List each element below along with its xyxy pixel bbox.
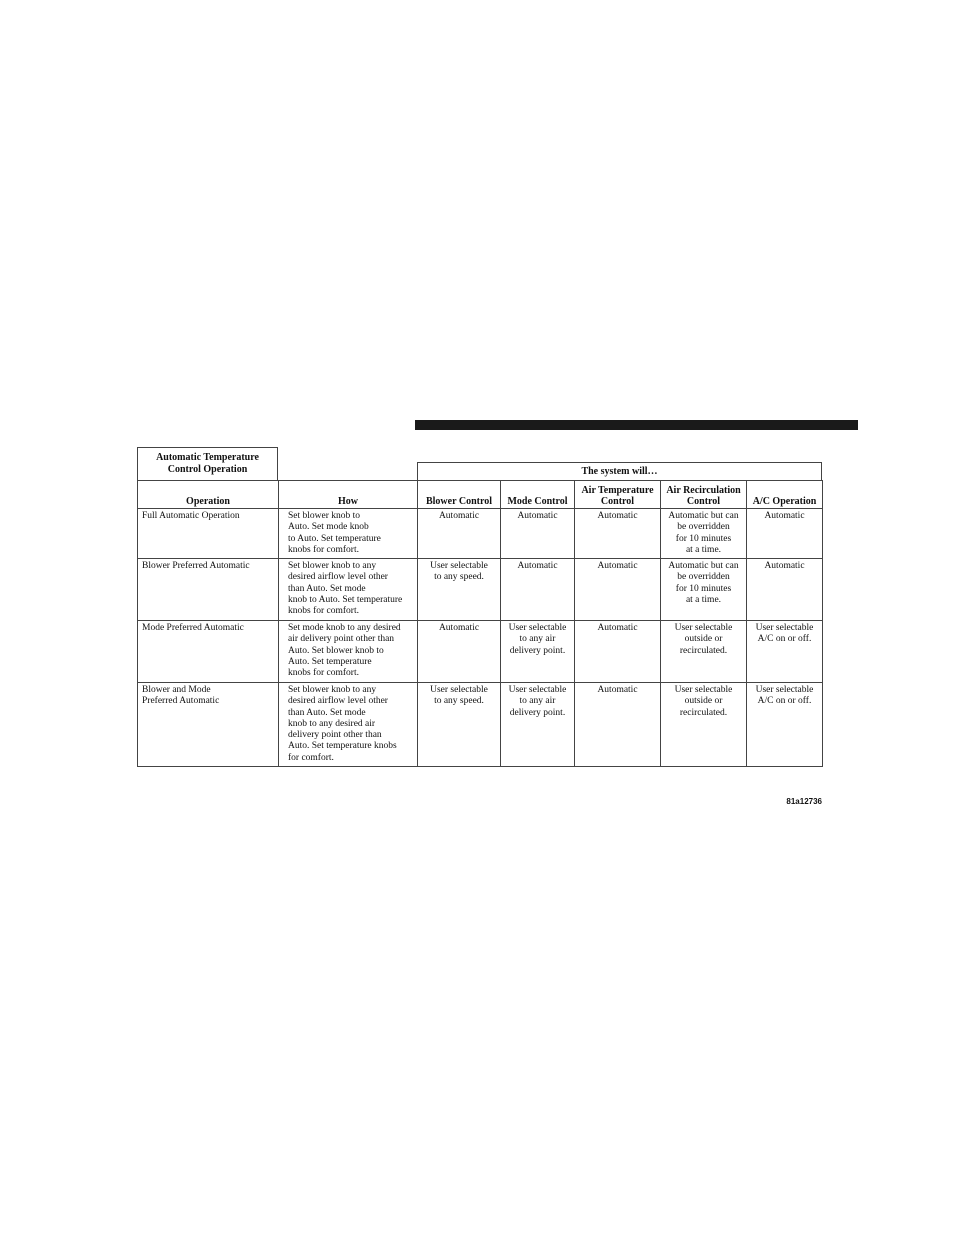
cell-ac-operation: Automatic [747,509,823,559]
cell-ac-operation: User selectable A/C on or off. [747,683,823,767]
col-header-blower-control: Blower Control [418,481,501,509]
cell-how: Set blower knob to Auto. Set mode knob to Auto. Set temperature knobs for comfort. [279,509,418,559]
cell-air-temperature: Automatic [575,683,661,767]
cell-ac-operation: User selectable A/C on or off. [747,621,823,683]
cell-air-recirculation: Automatic but can be overridden for 10 minutes at a time. [661,509,747,559]
climate-operation-table [137,480,823,767]
table-row [138,559,823,621]
col-header-operation: Operation [138,481,279,509]
system-will-header: The system will… [417,462,822,481]
table-row [138,509,823,559]
cell-how: Set blower knob to any desired airflow level other than Auto. Set mode knob to Auto. Set temperature knobs for comfort. [279,559,418,621]
cell-air-temperature: Automatic [575,621,661,683]
cell-mode-control: User selectable to any air delivery point. [501,683,575,767]
cell-operation: Full Automatic Operation [138,509,279,559]
cell-operation: Blower and Mode Preferred Automatic [138,683,279,767]
column-header-row [138,481,823,509]
cell-air-recirculation: Automatic but can be overridden for 10 minutes at a time. [661,559,747,621]
cell-blower-control: User selectable to any speed. [418,559,501,621]
cell-mode-control: User selectable to any air delivery point. [501,621,575,683]
cell-blower-control: Automatic [418,621,501,683]
cell-air-temperature: Automatic [575,559,661,621]
col-header-mode-control: Mode Control [501,481,575,509]
cell-mode-control: Automatic [501,509,575,559]
col-header-air-temperature-control: Air Temperature Control [575,481,661,509]
cell-blower-control: Automatic [418,509,501,559]
table-row [138,621,823,683]
cell-operation: Mode Preferred Automatic [138,621,279,683]
cell-mode-control: Automatic [501,559,575,621]
cell-operation: Blower Preferred Automatic [138,559,279,621]
col-header-ac-operation: A/C Operation [747,481,823,509]
cell-blower-control: User selectable to any speed. [418,683,501,767]
cell-air-temperature: Automatic [575,509,661,559]
cell-how: Set blower knob to any desired airflow level other than Auto. Set mode knob to any desired air delivery point other than Auto. Set temperature knobs for comfort. [279,683,418,767]
col-header-air-recirculation-control: Air Recirculation Control [661,481,747,509]
section-header-bar [415,420,858,430]
figure-id: 81a12736 [786,797,822,806]
col-header-how: How [279,481,418,509]
table-row [138,683,823,767]
cell-air-recirculation: User selectable outside or recirculated. [661,683,747,767]
cell-air-recirculation: User selectable outside or recirculated. [661,621,747,683]
cell-ac-operation: Automatic [747,559,823,621]
cell-how: Set mode knob to any desired air delivery point other than Auto. Set blower knob to Auto. Set temperature knobs for comfort. [279,621,418,683]
table-corner-title: Automatic Temperature Control Operation [137,447,278,480]
